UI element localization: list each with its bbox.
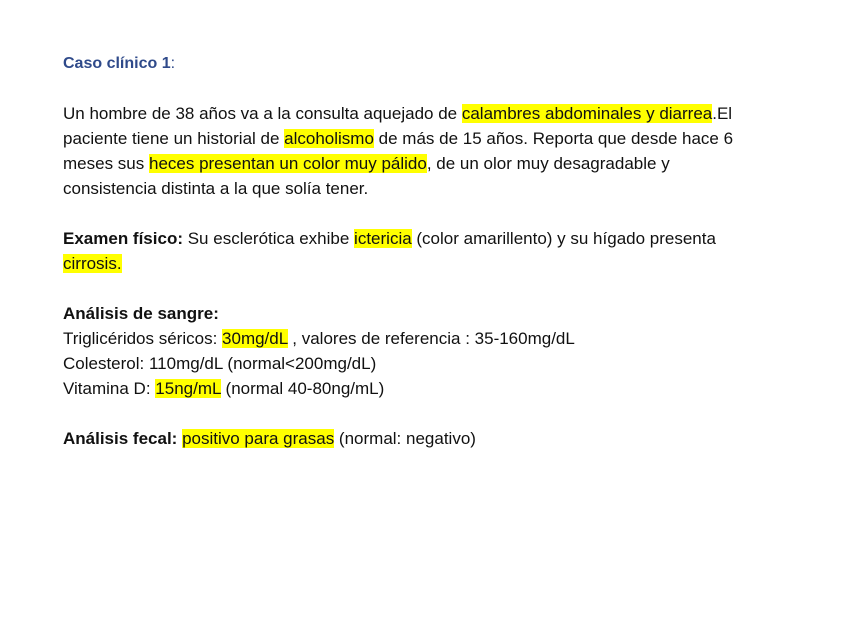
case-text-3: de más de 15 años. Reporta que desde hace 6 meses sus (63, 129, 734, 173)
exam-text-2: (color amarillento) y su hígado presenta (411, 229, 716, 248)
spacer (63, 401, 763, 426)
highlight-alcoholism: alcoholismo (284, 129, 374, 148)
triglycerides-label: Triglicéridos séricos: (63, 329, 223, 348)
highlight-symptoms: calambres abdominales y diarrea (461, 104, 713, 123)
spacer (63, 76, 763, 101)
cholesterol-line: Colesterol: 110mg/dL (normal<200mg/dL) (63, 354, 377, 373)
highlight-triglycerides-value: 30mg/dL (222, 329, 288, 348)
exam-text-1: Su esclerótica exhibe (183, 229, 355, 248)
highlight-cirrhosis: cirrosis. (63, 254, 122, 273)
vitamin-d-label: Vitamina D: (63, 379, 156, 398)
triglycerides-line (63, 326, 763, 351)
triglycerides-reference: , valores de referencia : 35-160mg/dL (287, 329, 575, 348)
physical-exam (63, 226, 763, 276)
blood-analysis-heading: Análisis de sangre: (63, 304, 219, 323)
vitamin-d-reference: (normal 40-80ng/mL) (220, 379, 385, 398)
case-title-colon: : (170, 55, 176, 72)
case-text-2: .El paciente tiene un historial de (63, 104, 733, 148)
highlight-vitamin-d-value: 15ng/mL (155, 379, 221, 398)
highlight-jaundice: ictericia (354, 229, 412, 248)
vitamin-d-line (63, 376, 763, 401)
spacer (63, 276, 763, 301)
case-text-4: , de un olor muy desagradable y consistencia distinta a la que solía tener. (63, 154, 670, 198)
document-body (63, 52, 763, 451)
physical-exam-label: Examen físico: (63, 229, 183, 248)
case-title (63, 52, 763, 76)
fecal-reference: (normal: negativo) (334, 429, 476, 448)
fecal-analysis (63, 426, 763, 451)
case-title-text: Caso clínico 1 (63, 55, 171, 72)
highlight-pale-stool: heces presentan un color muy pálido (148, 154, 427, 173)
highlight-fecal-fat: positivo para grasas (182, 429, 335, 448)
case-description (63, 101, 763, 201)
case-text-1: Un hombre de 38 años va a la consulta aquejado de (63, 104, 462, 123)
fecal-analysis-label: Análisis fecal: (63, 429, 178, 448)
spacer (63, 201, 763, 226)
